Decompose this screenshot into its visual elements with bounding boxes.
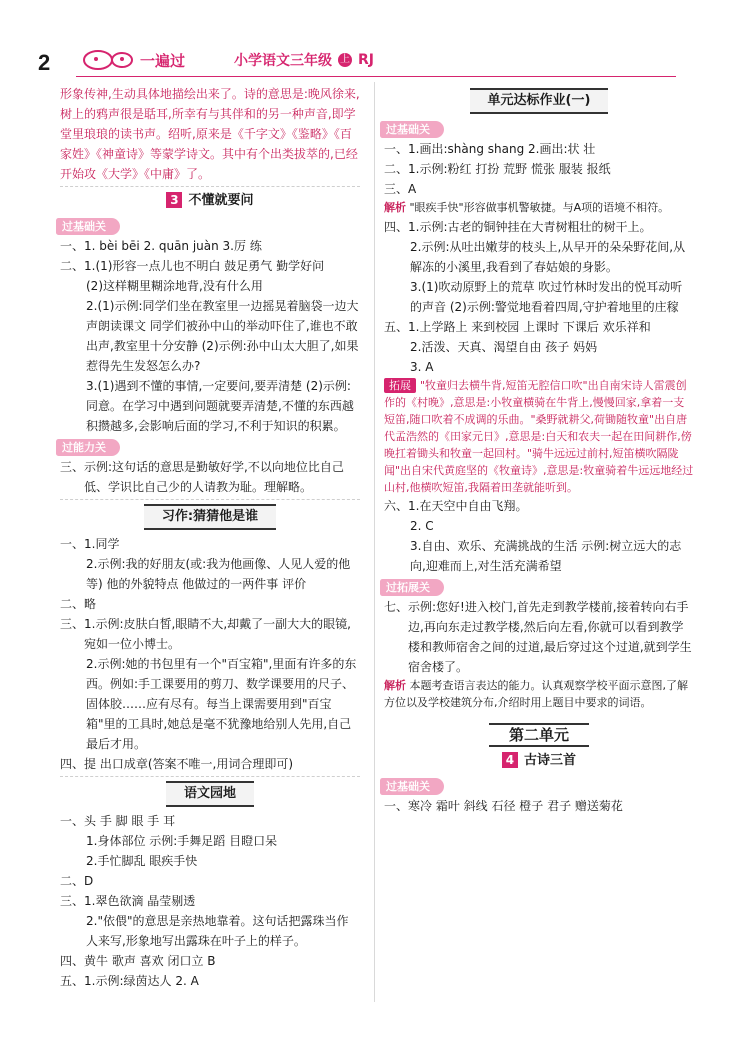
q-label: 一、 xyxy=(60,537,85,551)
answer-line: 1.身体部位 示例:手舞足蹈 目瞪口呆 xyxy=(86,834,278,848)
lesson-number: 4 xyxy=(502,752,518,768)
q-label: 四、 xyxy=(60,954,85,968)
q-text: 1.画出:shàng shang 2.画出:状 壮 xyxy=(408,142,596,156)
section-title: 语文园地 xyxy=(166,781,254,807)
analysis-label: 解析 xyxy=(384,679,406,692)
header-rule xyxy=(76,76,676,77)
q-text: 1.示例:绿茵达人 2. A xyxy=(84,974,199,988)
answer-line: 3.(1)吹动原野上的荒草 吹过竹林时发出的悦耳动听的声音 (2)示例:警觉地看着四周,守护着地里的庄稼 xyxy=(410,280,683,314)
page-number: 2 xyxy=(38,50,51,75)
analysis-note xyxy=(384,677,694,711)
answer-row xyxy=(60,256,360,276)
answer-row xyxy=(384,217,694,237)
answer-line: 2.手忙脚乱 眼疾手快 xyxy=(86,854,198,868)
q-label: 三、 xyxy=(60,894,85,908)
q-label: 三、 xyxy=(60,617,85,631)
volume-badge: 上 xyxy=(340,54,350,65)
section-title: 单元达标作业(一) xyxy=(470,88,609,114)
unit-heading xyxy=(384,725,694,745)
section-tag: 过基础关 xyxy=(56,218,120,235)
q-text: 提 出口成章(答案不唯一,用词合理即可) xyxy=(84,757,294,771)
header-brand xyxy=(78,46,374,74)
q-text: 1.示例:古老的铜钟挂在大青树粗壮的树干上。 xyxy=(408,220,652,234)
answer-line: 2."依偎"的意思是亲热地靠着。这句话把露珠当作人来写,形象地写出露珠在叶子上的样子。 xyxy=(86,914,349,948)
answer-row xyxy=(60,871,360,891)
q-label: 二、 xyxy=(60,597,85,611)
analysis-text: "眼疾手快"形容做事机警敏捷。与A项的语境不相符。 xyxy=(409,201,670,214)
answer-row xyxy=(384,317,694,337)
unit-title: 第二单元 xyxy=(489,723,589,747)
lesson-3-heading xyxy=(60,191,360,211)
answer-row xyxy=(60,594,360,614)
answer-line: 2.(1)示例:同学们坐在教室里一边摇晃着脑袋一边大声朗读课文 同学们被孙中山的举动吓住了,谁也不敢出声,教室里十分安静 (2)示例:孙中山太大胆了,如果惹得先生发怒怎么办? xyxy=(86,299,359,373)
q-label: 三、 xyxy=(384,182,409,196)
analysis-label: 解析 xyxy=(384,201,406,214)
q-label: 一、 xyxy=(384,799,409,813)
intro-paragraph: 形象传神,生动具体地描绘出来了。诗的意思是:晚风徐来,树上的鸦声很是聒耳,所幸有与其伴和的另一种声音,即学堂里琅琅的读书声。绍听,原来是《千字文》《鉴略》《百家姓》《神童诗》等蒙学诗文。其中有个出类拔萃的,已经开始攻《大学》《中庸》了。 xyxy=(60,87,360,181)
q-text: D xyxy=(84,874,94,888)
extension-text: "牧童归去横牛背,短笛无腔信口吹"出自南宋诗人雷震创作的《村晚》,意思是:小牧童横骑在牛背上,慢慢回家,拿着一支短笛,随口吹着不成调的乐曲。"桑野就耕父,荷锄随牧童"出自唐代孟浩然的《田家元日》,意思是:白天和农夫一起在田间耕作,傍晚扛着锄头和牧童一起回村。"骑牛远远过前村,短笛横吹隔陇闻"出自宋代黄庭坚的《牧童诗》,意思是:牧童骑着牛远远地经过山村,他横吹短笛,我隔着田垄就能听到。 xyxy=(384,379,694,494)
q-label: 四、 xyxy=(60,757,85,771)
lesson-number: 3 xyxy=(166,192,182,208)
answer-row xyxy=(384,139,694,159)
q-text: 示例:这句话的意思是勤敏好学,不以向地位比自己低、学识比自己少的人请教为耻。理解略。 xyxy=(84,460,344,494)
analysis-note xyxy=(384,199,694,217)
q-label: 三、 xyxy=(60,460,85,474)
answer-row xyxy=(384,159,694,179)
analysis-text: 本题考查语言表达的能力。认真观察学校平面示意图,了解方位以及学校建筑分布,介绍时用上题目中要求的词语。 xyxy=(384,679,688,709)
answer-line: 3.自由、欢乐、充满挑战的生活 示例:树立远大的志向,迎难而上,对生活充满希望 xyxy=(410,539,682,573)
answer-row xyxy=(60,951,360,971)
writing-heading xyxy=(60,504,360,530)
q-text: 头 手 脚 眼 手 耳 xyxy=(84,814,176,828)
q-label: 四、 xyxy=(384,220,409,234)
q-label: 五、 xyxy=(384,320,409,334)
q-label: 六、 xyxy=(384,499,409,513)
q-label: 一、 xyxy=(384,142,409,156)
answer-row xyxy=(384,179,694,199)
lesson-4-heading xyxy=(384,751,694,771)
answer-row xyxy=(60,811,360,831)
answer-row xyxy=(384,796,694,816)
q-text: 略 xyxy=(84,597,97,611)
q-label: 二、 xyxy=(384,162,409,176)
answer-row xyxy=(384,597,694,677)
section-tag: 过基础关 xyxy=(380,778,444,795)
left-column xyxy=(60,84,360,991)
series-logo xyxy=(78,46,228,74)
divider xyxy=(60,186,360,187)
q-text: 寒冷 霜叶 斜线 石径 橙子 君子 赠送菊花 xyxy=(408,799,623,813)
q-text: 1.同学 xyxy=(84,537,120,551)
q-label: 二、 xyxy=(60,259,85,273)
section-tag: 过基础关 xyxy=(380,121,444,138)
answer-line: 2.示例:她的书包里有一个"百宝箱",里面有许多的东西。例如:手工课要用的剪刀、数学课要用的尺子、固体胶……应有尽有。每当上课需要用到"百宝箱"里的工具时,她总是毫不犹豫地给别人先用,自己最后才用。 xyxy=(86,657,357,751)
q-text: A xyxy=(408,182,417,196)
answer-line: 2.示例:从吐出嫩芽的枝头上,从早开的朵朵野花间,从解冻的小溪里,我看到了春姑娘的身影。 xyxy=(410,240,686,274)
answer-line: 2.示例:我的好朋友(或:我为他画像、人见人爱的他等) 他的外貌特点 他做过的一两件事 评价 xyxy=(86,557,351,591)
q-label: 五、 xyxy=(60,974,85,988)
answer-row xyxy=(60,971,360,991)
book-title: 小学语文三年级 xyxy=(234,53,332,69)
answer-row xyxy=(60,457,360,497)
right-column xyxy=(384,84,694,816)
q-text: 1.翠色欲滴 晶莹剔透 xyxy=(84,894,196,908)
divider xyxy=(60,776,360,777)
section-tag: 过能力关 xyxy=(56,439,120,456)
column-divider xyxy=(374,82,375,1002)
answer-line: 3. A xyxy=(410,360,434,374)
q-text: 1.在天空中自由飞翔。 xyxy=(408,499,528,513)
garden-heading xyxy=(60,781,360,807)
divider xyxy=(60,499,360,500)
q-label: 一、 xyxy=(60,814,85,828)
q-text: 1.示例:皮肤白皙,眼睛不大,却戴了一副大大的眼镜,宛如一位小博士。 xyxy=(84,617,351,651)
answer-row xyxy=(60,754,360,774)
answer-row xyxy=(60,614,360,654)
unit-test-heading xyxy=(384,88,694,114)
q-text: 示例:您好!进入校门,首先走到教学楼前,接着转向右手边,再向东走过教学楼,然后向左看,你就可以看到教学楼和教师宿舍之间的过道,最后穿过这个过道,就到学生宿舍楼了。 xyxy=(408,600,692,674)
q-label: 七、 xyxy=(384,600,409,614)
lesson-title: 不懂就要问 xyxy=(188,193,254,208)
answer-row xyxy=(60,891,360,911)
q-text: 1.示例:粉红 打扮 荒野 慌张 服装 报纸 xyxy=(408,162,611,176)
q-text: 1. bèi bēi 2. quān juàn 3.厉 练 xyxy=(84,239,262,253)
answer-line: 2.活泼、天真、渴望自由 孩子 妈妈 xyxy=(410,340,598,354)
answer-line: 3.(1)遇到不懂的事情,一定要问,要弄清楚 (2)示例:同意。在学习中遇到问题就要弄清楚,不懂的东西越积攒越多,会影响后面的学习,不利于知识的积累。 xyxy=(86,379,354,433)
answer-line: (2)这样糊里糊涂地背,没有什么用 xyxy=(86,279,263,293)
q-text: 黄牛 歌声 喜欢 闭口立 B xyxy=(84,954,216,968)
svg-text:一遍过: 一遍过 xyxy=(140,52,186,70)
q-text: 1.上学路上 来到校园 上课时 下课后 欢乐祥和 xyxy=(408,320,651,334)
extension-note xyxy=(384,377,694,496)
lesson-title: 古诗三首 xyxy=(523,753,576,768)
q-label: 二、 xyxy=(60,874,85,888)
q-label: 一、 xyxy=(60,239,85,253)
edition-label: RJ xyxy=(358,52,374,68)
answer-row xyxy=(60,534,360,554)
answer-line: 2. C xyxy=(410,519,434,533)
extension-label: 拓展 xyxy=(384,378,416,393)
q-text: 1.(1)形容一点儿也不明白 鼓足勇气 勤学好问 xyxy=(84,259,325,273)
answer-row xyxy=(60,236,360,256)
answer-row xyxy=(384,496,694,516)
section-tag: 过拓展关 xyxy=(380,579,444,596)
section-title: 习作:猜猜他是谁 xyxy=(144,504,276,530)
